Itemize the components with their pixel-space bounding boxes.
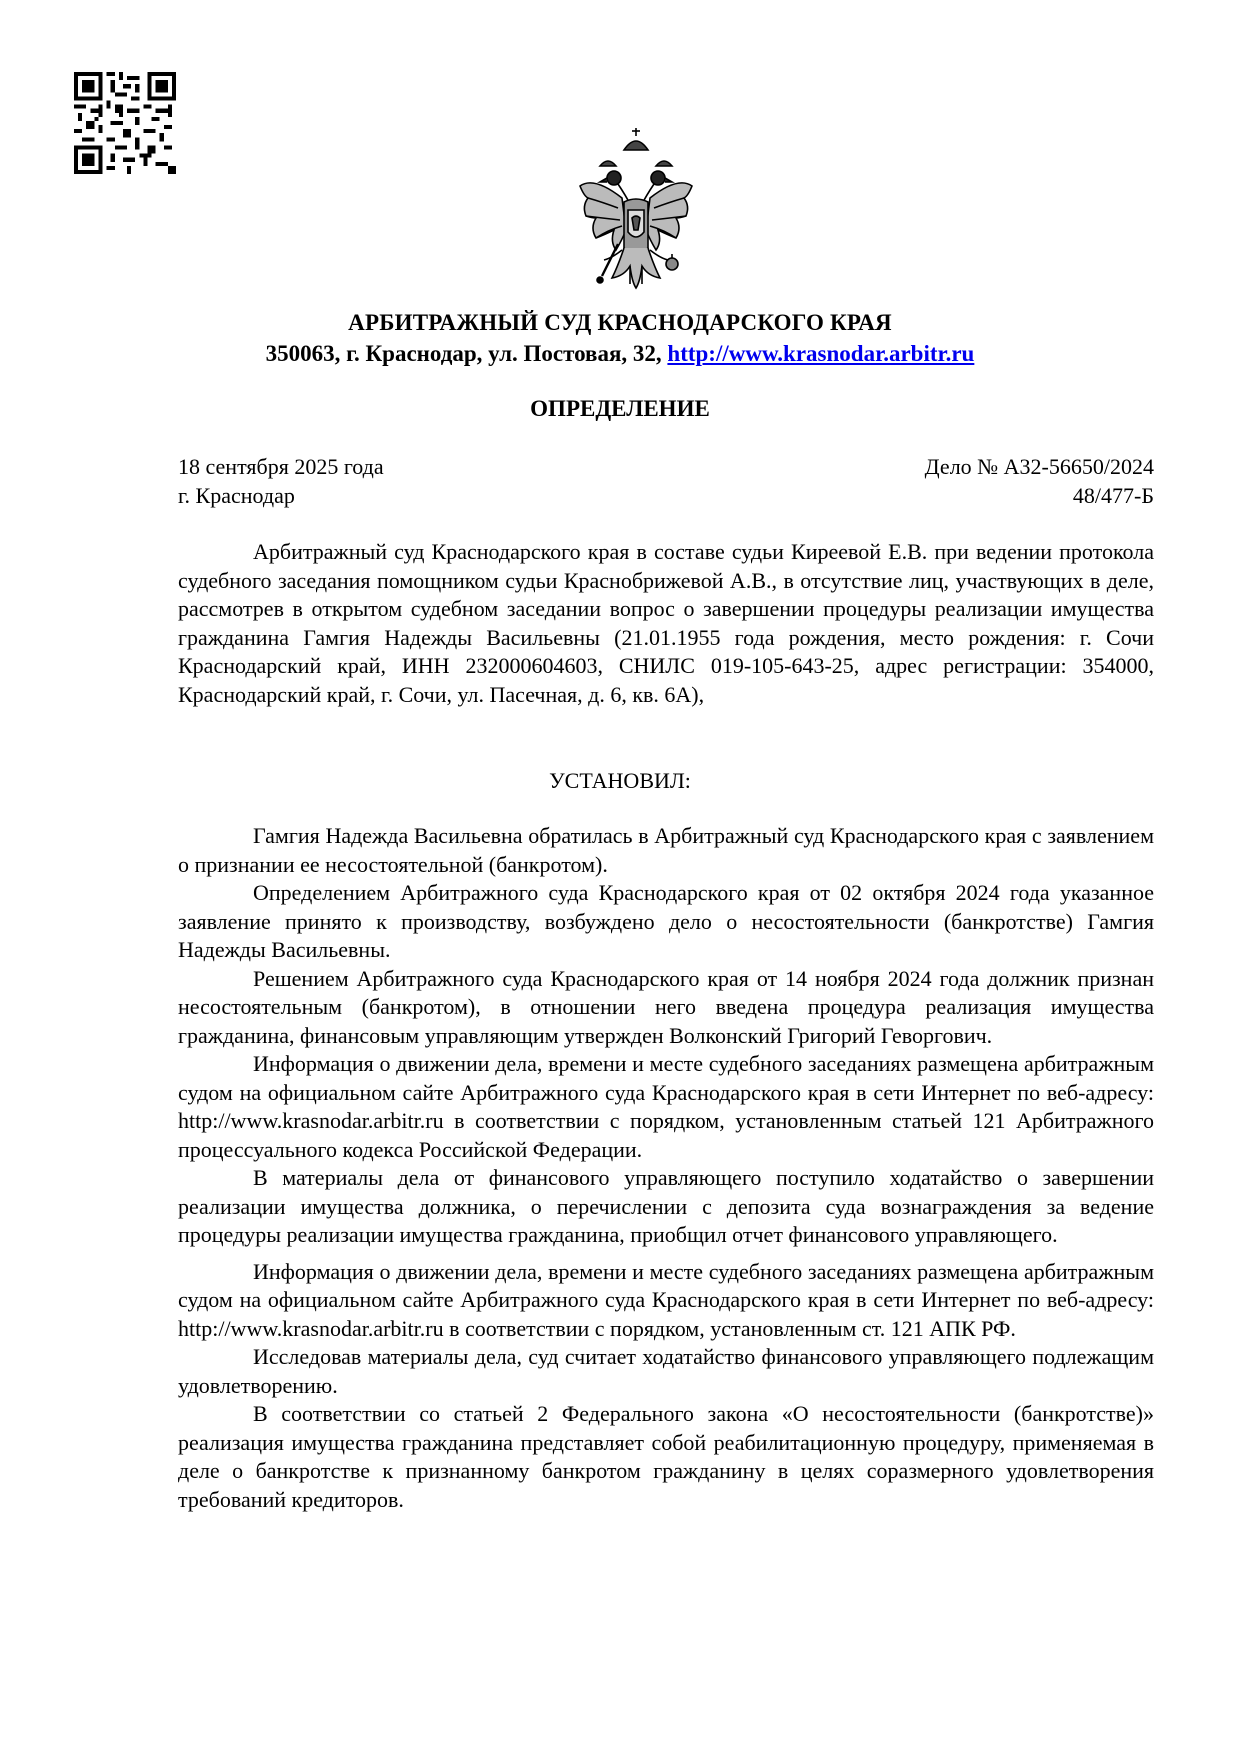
body-paragraph: Гамгия Надежда Васильевна обратилась в Арбитражный суд Краснодарского края с заявлением о признании ее несостоятельной (банкротом). — [178, 823, 1154, 877]
body-paragraph: Информация о движении дела, времени и месте судебного заседаниях размещена арбитражным судом на официальном сайте Арбитражного суда Краснодарского края в сети Интернет по веб-адресу: http://www.krasnodar.arbitr.ru в соответствии с порядком, установленным статьей 121 Арбитражного процессуального кодекса Российской Федерации. — [178, 1051, 1154, 1162]
court-name: АРБИТРАЖНЫЙ СУД КРАСНОДАРСКОГО КРАЯ — [348, 310, 892, 335]
case-number-block — [700, 452, 1154, 510]
document-date: 18 сентября 2025 года — [178, 454, 384, 479]
court-address-text: 350063, г. Краснодар, ул. Постовая, 32, — [265, 341, 662, 366]
document-city: г. Краснодар — [178, 483, 295, 508]
main-body — [178, 822, 1154, 1514]
case-subnumber: 48/477-Б — [1072, 483, 1154, 508]
body-paragraph: Исследовав материалы дела, суд считает ходатайство финансового управляющего подлежащим удовлетворению. — [178, 1344, 1154, 1398]
body-paragraph: В соответствии со статьей 2 Федерального закона «О несостоятельности (банкротстве)» реализация имущества гражданина представляет собой реабилитационную процедуру, применяемая в деле о банкротстве к признанному банкротом гражданину в целях соразмерного удовлетворения требований кредиторов. — [178, 1401, 1154, 1512]
body-paragraph: Решением Арбитражного суда Краснодарского края от 14 ноября 2024 года должник признан несостоятельным (банкротом), в отношении него введена процедура реализация имущества гражданина, финансовым управляющим утвержден Волконский Григорий Геворгович. — [178, 965, 1154, 1048]
document-title: ОПРЕДЕЛЕНИЕ — [530, 396, 710, 421]
intro-paragraph: Арбитражный суд Краснодарского края в составе судьи Киреевой Е.В. при ведении протокола судебного заседания помощником судьи Краснобрижевой А.В., в отсутствие лиц, участвующих в деле, рассмотрев в открытом судебном заседании вопрос о завершении процедуры реализации имущества гражданина Гамгия Надежды Васильевны (21.01.1955 года рождения, место рождения: г. Сочи Краснодарский край, ИНН 232000604603, СНИЛС 019-105-643-25, адрес регистрации: 354000, Краснодарский край, г. Сочи, ул. Пасечная, д. 6, кв. 6А), — [178, 539, 1154, 707]
document-date-block — [178, 452, 384, 510]
coat-of-arms-emblem — [574, 126, 698, 302]
case-number: Дело № А32-56650/2024 — [924, 454, 1154, 479]
intro-block — [178, 538, 1154, 709]
section-heading: УСТАНОВИЛ: — [549, 768, 691, 793]
qr-code-icon — [74, 72, 176, 174]
body-paragraph: Информация о движении дела, времени и месте судебного заседаниях размещена арбитражным судом на официальном сайте Арбитражного суда Краснодарского края в сети Интернет по веб-адресу: http://www.krasnodar.arbitr.ru в соответствии с порядком, установленным ст. 121 АПК РФ. — [178, 1258, 1154, 1341]
body-paragraph: В материалы дела от финансового управляющего поступило ходатайство о завершении реализации имущества должника, о перечислении с депозита суда вознаграждения за ведение процедуры реализации имущества гражданина, приобщил отчет финансового управляющего. — [178, 1165, 1154, 1247]
body-paragraph: Определением Арбитражного суда Краснодарского края от 02 октября 2024 года указанное заявление принято к производству, возбуждено дело о несостоятельности (банкротстве) Гамгия Надежды Васильевны. — [178, 880, 1154, 962]
court-website-link[interactable]: http://www.krasnodar.arbitr.ru — [667, 341, 975, 366]
court-address — [0, 341, 1240, 367]
